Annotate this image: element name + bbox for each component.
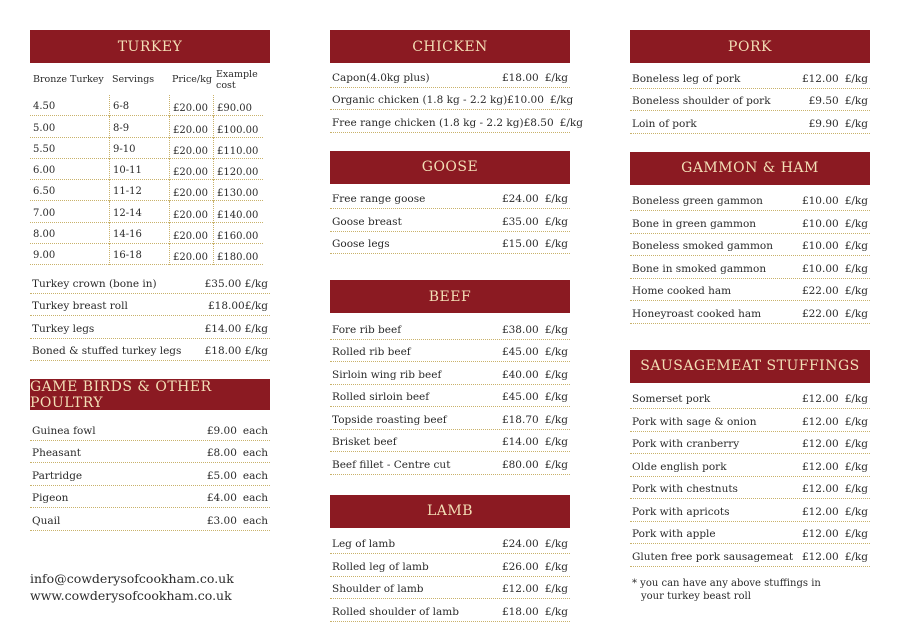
item-unit: each [242,514,268,527]
item-price: £45.00 [501,346,539,358]
item-price-block [502,391,568,403]
item-unit: £/kg [844,438,868,450]
chicken-title: CHICKEN [412,38,488,55]
item-name: Honeyroast cooked ham [632,307,762,320]
item-name: Shoulder of lamb [332,583,424,595]
item-price-block [502,583,568,595]
gammon-list [630,189,870,324]
item-price: £18.70 [501,413,539,426]
item-name: Olde english pork [632,460,727,473]
item-price-block [207,515,268,527]
item-name: Gluten free pork sausagemeat [632,550,794,563]
item-price: £10.00 [507,94,544,106]
item-unit: £/kg [844,505,868,518]
item-name: Home cooked ham [632,285,732,297]
item-price: £12.00 [501,583,539,595]
column-left [30,30,270,603]
item-price-block [802,416,868,428]
turkey-table [30,95,270,265]
example-cost-cell: £110.00 [213,138,263,159]
item-price-block [502,436,568,448]
column-right [630,30,870,603]
item-price-block [507,94,573,106]
list-item [30,316,270,339]
servings-cell: 9-10 [109,138,169,159]
item-unit: £/kg [544,323,568,336]
item-name: Free range chicken (1.8 kg - 2.2 kg) [332,116,524,129]
list-item [330,554,570,577]
list-item [630,301,870,324]
item-unit: £/kg [844,262,868,275]
item-price: £12.00 [801,550,839,563]
sausage-banner [630,350,870,383]
price-cell: £20.00 [169,223,213,244]
beef-list [330,317,570,475]
lamb-banner [330,495,570,528]
item-name: Bone in smoked gammon [632,262,767,275]
item-price-block [802,218,868,230]
item-name: Topside roasting beef [332,413,447,426]
item-name: Pork with cranberry [632,438,740,450]
list-item [330,430,570,453]
item-unit: each [242,424,268,437]
list-item [30,271,270,294]
item-price-block [802,393,868,405]
list-item [630,432,870,455]
lamb-list [330,532,570,622]
item-price: £18.00 [501,605,539,618]
item-name: Pork with apricots [632,505,730,518]
item-unit: £/kg [549,94,574,106]
item-name: Turkey crown (bone in) [32,277,157,290]
weight-cell: 8.00 [30,223,109,244]
price-cell: £20.00 [169,138,213,159]
item-price-block [207,470,268,482]
list-item [630,279,870,302]
item-name: Boneless smoked gammon [632,240,773,252]
item-name: Loin of pork [632,117,697,130]
item-price-block [502,414,568,426]
item-unit: £/kg [544,605,568,618]
item-price-block [502,561,568,573]
stuffing-note [630,577,870,603]
servings-cell: 8-9 [109,116,169,137]
email-link[interactable]: info@cowderysofcookham.co.uk [30,571,234,586]
weight-cell: 5.00 [30,116,109,137]
game-list [30,418,270,531]
list-item [630,499,870,522]
item-unit: £/kg [844,217,868,230]
list-item [630,189,870,212]
header-weight: Bronze Turkey [33,74,104,85]
list-item [630,544,870,567]
item-price-block [802,195,868,207]
turkey-extras-list [30,271,270,361]
item-unit: £/kg [844,95,868,107]
servings-cell: 14-16 [109,223,169,244]
item-price: £14.00 £/kg [204,322,268,335]
list-item [630,454,870,477]
item-name: Organic chicken (1.8 kg - 2.2 kg) [332,94,508,106]
item-price: £22.00 [801,307,839,320]
servings-cell: 16-18 [109,244,169,265]
item-price: £9.00 [206,424,237,437]
item-price: £8.50 [523,116,554,129]
list-item [630,522,870,545]
item-price-block [802,285,868,297]
item-price: £18.00£/kg [207,300,268,313]
gammon-banner [630,152,870,185]
table-row [30,244,270,265]
servings-cell: 11-12 [109,180,169,201]
beef-title: BEEF [428,288,472,305]
item-name: Turkey breast roll [32,300,128,313]
item-price-block [502,606,568,618]
item-price: £14.00 [501,436,539,448]
item-price: £24.00 [501,193,539,205]
item-unit: £/kg [559,116,583,129]
item-unit: £/kg [544,238,568,250]
item-name: Pork with chestnuts [632,483,738,495]
chicken-list [330,65,583,133]
item-name: Rolled sirloin beef [332,391,430,403]
item-unit: £/kg [844,550,868,563]
game-banner [30,379,270,410]
item-unit: £/kg [544,583,568,595]
item-name: Boneless green gammon [632,195,763,207]
item-name: Guinea fowl [32,424,96,437]
item-price: £12.00 [801,415,839,428]
list-item [630,211,870,234]
list-item [330,532,570,555]
item-unit: £/kg [544,71,568,84]
item-price-block [502,193,568,205]
item-price: £10.00 [801,262,839,275]
list-item [330,340,570,363]
item-price-block [502,216,568,228]
list-item [330,362,570,385]
list-item [630,387,870,410]
weight-cell: 9.00 [30,244,109,265]
list-item [330,385,570,408]
goose-banner [330,151,570,184]
item-unit: £/kg [844,393,868,405]
list-item [330,599,570,622]
item-price: £12.00 [801,505,839,518]
item-unit: each [242,492,268,505]
item-price: £5.00 [206,469,237,482]
item-price-block [802,528,868,540]
item-price: £38.00 [501,323,539,336]
item-price-block [802,240,868,252]
price-cell: £20.00 [169,95,213,116]
item-name: Pheasant [32,447,81,460]
item-price-block [802,73,868,85]
item-unit: £/kg [544,436,568,448]
item-price: £12.00 [801,72,839,85]
item-unit: £/kg [844,460,868,473]
item-price: £12.00 [801,528,839,540]
item-name: Bone in green gammon [632,217,757,230]
list-item [330,65,570,88]
table-row [30,180,270,201]
goose-title: GOOSE [421,159,479,175]
chicken-banner [330,30,570,63]
item-name: Leg of lamb [332,538,396,550]
servings-cell: 12-14 [109,201,169,222]
table-row [30,223,270,244]
item-name: Rolled shoulder of lamb [332,605,459,618]
servings-cell: 6-8 [109,95,169,116]
weight-cell: 5.50 [30,138,109,159]
item-price: £8.00 [206,447,237,460]
item-name: Capon(4.0kg plus) [332,71,430,84]
item-unit: £/kg [844,195,868,207]
example-cost-cell: £140.00 [213,201,263,222]
price-cell: £20.00 [169,116,213,137]
header-servings: Servings [112,74,155,85]
item-name: Boned & stuffed turkey legs [32,345,182,358]
pork-banner [630,30,870,63]
item-unit: £/kg [544,215,568,228]
list-item [30,463,270,486]
weight-cell: 6.00 [30,159,109,180]
item-price-block [802,461,868,473]
item-price: £3.00 [206,514,237,527]
table-row [30,159,270,180]
item-price-block [502,459,568,471]
item-price: £12.00 [801,483,839,495]
item-price-block [802,308,868,320]
item-price-block [809,95,868,107]
list-item [330,88,574,111]
weight-cell: 4.50 [30,95,109,116]
item-price-block [502,538,568,550]
table-row [30,201,270,222]
game-title: GAME BIRDS & OTHER POULTRY [30,378,212,411]
sausage-title: SAUSAGEMEAT STUFFINGS [640,358,860,374]
item-price: £10.00 [801,240,839,252]
item-price: £15.00 [501,238,539,250]
item-price: £12.00 [801,438,839,450]
item-unit: £/kg [844,307,868,320]
servings-cell: 10-11 [109,159,169,180]
item-price: £80.00 [501,458,539,471]
item-price-block [802,483,868,495]
list-item [330,187,570,210]
table-row [30,138,270,159]
item-price-block [502,72,568,84]
item-name: Turkey legs [32,322,95,335]
table-row [30,116,270,137]
item-unit: £/kg [844,117,868,130]
item-unit: £/kg [544,193,568,205]
weight-cell: 7.00 [30,201,109,222]
list-item [330,110,583,133]
turkey-banner [30,30,270,63]
list-item [630,89,870,112]
example-cost-cell: £130.00 [213,180,263,201]
list-item [30,294,270,317]
item-price-block [802,506,868,518]
item-name: Partridge [32,469,83,482]
item-unit: £/kg [844,285,868,297]
item-price: £9.50 [808,95,839,107]
item-price: £4.00 [206,492,237,505]
contact-block [30,570,234,604]
item-price-block [524,117,583,129]
weight-cell: 6.50 [30,180,109,201]
item-price: £22.00 [801,285,839,297]
lamb-title: LAMB [426,503,474,519]
item-price: £10.00 [801,195,839,207]
item-unit: £/kg [844,483,868,495]
item-name: Beef fillet - Centre cut [332,458,451,471]
item-unit: £/kg [844,72,868,85]
item-name: Boneless shoulder of pork [632,95,771,107]
item-price: £10.00 [801,217,839,230]
list-item [330,577,570,600]
note-line-1: * you can have any above stuffings in [632,577,821,589]
list-item [630,256,870,279]
pork-list [630,66,870,134]
list-item [630,477,870,500]
item-name: Rolled leg of lamb [332,560,429,573]
item-price: £45.00 [501,391,539,403]
price-cell: £20.00 [169,159,213,180]
list-item [630,409,870,432]
example-cost-cell: £100.00 [213,116,263,137]
column-middle [330,30,583,622]
item-price: £12.00 [801,460,839,473]
item-price: £35.00 £/kg [204,277,268,290]
item-unit: £/kg [544,391,568,403]
list-item [330,452,570,475]
item-price-block [802,263,868,275]
list-item [630,66,870,89]
item-name: Goose breast [332,215,402,228]
list-item [30,508,270,531]
list-item [630,234,870,257]
item-unit: £/kg [544,413,568,426]
item-unit: £/kg [844,528,868,540]
item-name: Pork with apple [632,528,716,540]
item-price: £24.00 [501,538,539,550]
pork-title: PORK [728,38,772,55]
header-price: Price/kg [172,74,212,85]
item-price-block [502,346,568,358]
sausage-list [630,387,870,567]
list-item [30,486,270,509]
item-name: Free range goose [332,193,426,205]
item-price-block [502,369,568,381]
item-unit: £/kg [544,368,568,381]
turkey-title: TURKEY [117,38,183,55]
item-unit: each [242,469,268,482]
gammon-title: GAMMON & HAM [681,160,819,176]
item-price-block [809,118,868,130]
item-name: Goose legs [332,238,390,250]
item-unit: £/kg [544,458,568,471]
item-price-block [207,447,268,459]
list-item [30,441,270,464]
item-name: Somerset pork [632,393,711,405]
item-price: £26.00 [501,560,539,573]
example-cost-cell: £180.00 [213,244,263,265]
item-name: Brisket beef [332,436,397,448]
item-unit: £/kg [544,560,568,573]
beef-banner [330,280,570,313]
list-item [30,339,270,362]
item-unit: £/kg [844,415,868,428]
item-price-block [502,324,568,336]
list-item [330,317,570,340]
list-item [330,232,570,255]
list-item [30,418,270,441]
example-cost-cell: £90.00 [213,95,263,116]
item-unit: £/kg [844,240,868,252]
item-name: Pork with sage & onion [632,415,757,428]
example-cost-cell: £160.00 [213,223,263,244]
item-price: £35.00 [501,215,539,228]
website-link[interactable]: www.cowderysofcookham.co.uk [30,588,232,603]
item-name: Pigeon [32,492,69,505]
item-price-block [802,438,868,450]
note-line-2: your turkey beast roll [641,590,751,602]
example-cost-cell: £120.00 [213,159,263,180]
header-example-cost: Example cost [216,68,258,91]
price-cell: £20.00 [169,180,213,201]
list-item [330,209,570,232]
item-price-block [207,492,268,504]
item-name: Rolled rib beef [332,346,411,358]
item-name: Boneless leg of pork [632,72,741,85]
item-name: Quail [32,514,61,527]
price-cell: £20.00 [169,201,213,222]
item-price: £12.00 [801,393,839,405]
item-unit: each [242,447,268,460]
item-price: £18.00 [501,71,539,84]
list-item [630,111,870,134]
price-cell: £20.00 [169,244,213,265]
item-price: £40.00 [501,368,539,381]
item-name: Fore rib beef [332,323,402,336]
turkey-table-header [30,68,270,91]
item-unit: £/kg [544,538,568,550]
list-item [330,407,570,430]
item-price: £18.00 £/kg [204,345,268,358]
item-price-block [802,551,868,563]
item-name: Sirloin wing rib beef [332,368,442,381]
item-unit: £/kg [544,346,568,358]
item-price-block [207,425,268,437]
table-row [30,95,270,116]
item-price-block [502,238,568,250]
goose-list [330,187,570,255]
item-price: £9.90 [808,117,839,130]
